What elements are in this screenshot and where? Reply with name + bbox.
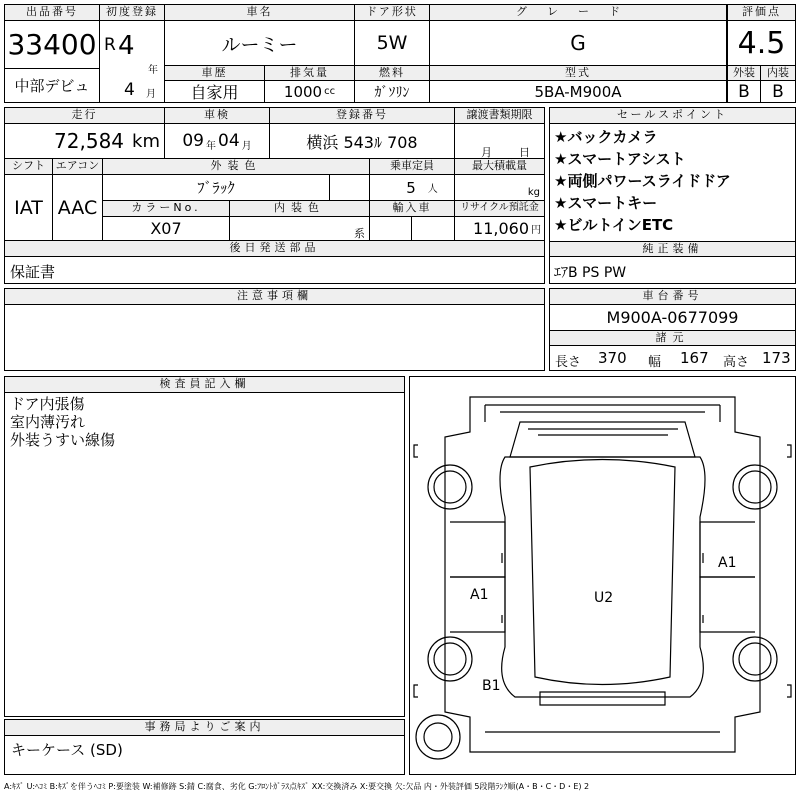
fuel-value: ｶﾞｿﾘﾝ [355,81,430,102]
plate-value: 横浜 543ﾙ 708 [270,124,455,159]
length-value: 370 [598,349,627,367]
roof [530,460,675,685]
inspector-label: 検査員記入欄 [5,377,404,393]
inspector-line: 室内薄汚れ [10,413,86,431]
displacement-label: 排気量 [265,66,355,81]
capacity-label: 乗車定員 [370,159,455,175]
sales-item: ★両側パワースライドドア [554,172,731,190]
capacity-value: 5 [406,178,416,197]
history-label: 車歴 [165,66,265,81]
specs-row [550,346,795,370]
score-label: 評価点 [727,5,795,21]
bracket-rl [414,685,418,697]
sales-item: ★スマートキー [554,194,658,212]
mileage-label: 走行 [5,108,165,124]
legend-footer: A:ｷｽﾞ U:ﾍｺﾐ B:ｷｽﾞを伴うﾍｺﾐ P:要塗装 W:補修跡 S:錆 C:腐食、劣化 G:ﾌﾛﾝﾄｶﾞﾗｽ点ｷｽﾞ XX:交換済み X:要交換 欠:欠品 内・外装評価 5段階ﾗﾝｸ順(A・B・C・D・E) 2 [4,782,590,791]
left-door-front [450,522,505,577]
aircon-value: AAC [53,175,103,241]
inspection-year-unit: 年 [206,140,216,152]
header-block [4,4,796,103]
displacement-value: 1000 [283,82,323,101]
lot-label: 出品番号 [5,5,100,21]
history-value: 自家用 [165,81,265,102]
recycle-unit: 円 [531,225,541,236]
car-name-label: 車名 [165,5,355,21]
right-door-rear [700,577,755,632]
ext-score: B [727,81,761,102]
mark-right-front-door: A1 [718,555,737,571]
wheel-front-left [428,465,472,509]
grade-label: グレード [430,5,727,21]
reg-label: 初度登録 [100,5,165,21]
sales-list [550,126,795,242]
int-label: 内装 [761,66,795,81]
office-label: 事務局よりご案内 [5,720,404,736]
shift-value: IAT [5,175,53,241]
inspector-line: 外装うすい線傷 [10,431,116,449]
equipment-label: 純正装備 [550,241,795,257]
recycle-cell [455,217,544,241]
notes-label: 注意事項欄 [5,289,544,305]
spare-wheel [416,715,460,759]
sales-label: セールスポイント [550,108,795,124]
exterior-color-extra [330,175,370,201]
score-value: 4.5 [727,21,795,66]
width-value: 167 [680,349,709,367]
hood [510,422,695,457]
car-diagram [409,376,796,775]
door-label: ドア形状 [355,5,430,21]
inspector-line: ドア内張傷 [10,395,85,413]
inspection-cell [165,124,270,159]
import-label: 輸入車 [370,201,455,217]
door-type: 5W [355,21,430,66]
height-value: 173 [762,349,791,367]
inspection-month-unit: 月 [241,140,252,152]
model-label: 型式 [430,66,727,81]
rear-bumper [485,692,720,732]
fuel-label: 燃料 [355,66,430,81]
details-block [4,107,545,284]
chassis-label: 車台番号 [550,289,795,305]
mileage-unit: km [132,130,160,152]
inspection-year: 09 [182,131,204,151]
max-load-cell [455,175,544,201]
later-parts-label: 後日発送部品 [5,241,544,257]
length-label: 長さ [555,355,582,370]
height-label: 高さ [723,355,750,370]
reg-year-unit: 年 [148,65,158,76]
ext-label: 外装 [727,66,761,81]
mileage-cell [5,124,165,159]
exterior-color-label: 外装色 [103,159,370,175]
reg-era: R [104,35,116,55]
sales-item: ★ビルトインETC [554,216,674,234]
car-name: ルーミー [165,21,355,66]
sales-item: ★バックカメラ [554,128,658,146]
inspector-block [4,376,405,717]
shift-label: シフト [5,159,53,175]
equipment-value: ｴｱB PS PW [554,265,627,281]
interior-color-label: 内装色 [230,201,370,217]
front-glass [528,429,678,435]
inspection-month: 04 [218,131,240,151]
reg-month-cell [100,77,165,102]
transfer-month-unit: 月 [481,146,492,159]
import-cell-a [370,217,412,241]
office-value: キーケース (SD) [11,741,123,759]
sales-block [549,107,796,284]
color-no-label: カラーNo. [103,201,230,217]
front-bumper [485,405,720,422]
reg-year-cell [100,21,165,77]
width-label: 幅 [648,355,662,370]
reg-year: 4 [118,31,135,61]
capacity-cell [370,175,455,201]
recycle-value: 11,060 [473,219,529,238]
bracket-fr [787,445,791,457]
debut-label: 中部デビュ [5,69,100,102]
body-outline [445,397,760,752]
aircon-label: エアコン [53,159,103,175]
model-value: 5BA-M900A [430,81,727,102]
wheel-front-right-inner [739,471,771,503]
office-block [4,719,405,775]
reg-month-unit: 月 [146,89,156,100]
color-no-value: X07 [103,217,230,241]
bracket-fl [414,445,418,457]
exterior-color-value: ﾌﾞﾗｯｸ [103,175,330,201]
wheel-rear-right-inner [739,643,771,675]
chassis-value: M900A-0677099 [550,305,795,331]
notes-block [4,288,545,371]
displacement-cell [265,81,355,102]
int-score: B [772,81,784,102]
car-diagram-drawing [410,377,795,774]
sales-item: ★スマートアシスト [554,150,686,168]
interior-color-unit: 系 [354,227,365,240]
mark-rear-left: B1 [482,678,501,694]
mark-left-rear-door: A1 [470,587,489,603]
capacity-unit: 人 [427,184,438,195]
mark-roof: U2 [594,590,614,606]
wheel-rear-left-inner [434,643,466,675]
displacement-unit: cc [324,86,336,97]
max-load-label: 最大積載量 [455,159,544,175]
mileage-value: 72,584 [54,129,125,153]
spare-wheel-inner [424,723,452,751]
inspection-label: 車検 [165,108,270,124]
bracket-rr [787,685,791,697]
transfer-label: 譲渡書類期限 [455,108,544,124]
inspector-lines [5,395,404,449]
max-load-unit: kg [527,187,540,198]
left-door-rear [450,577,505,632]
transfer-cell [455,124,544,159]
chassis-block [549,288,796,371]
import-cell-b [412,217,455,241]
transfer-day-unit: 日 [519,146,530,159]
plate-label: 登録番号 [270,108,455,124]
recycle-label: リサイクル預託金 [455,201,544,217]
interior-color-cell [230,217,370,241]
reg-month: 4 [124,80,135,100]
wheel-front-left-inner [434,471,466,503]
grade-value: G [430,21,727,66]
lot-number: 33400 [5,21,100,69]
specs-label: 諸元 [550,331,795,346]
later-parts-value: 保証書 [10,263,56,281]
